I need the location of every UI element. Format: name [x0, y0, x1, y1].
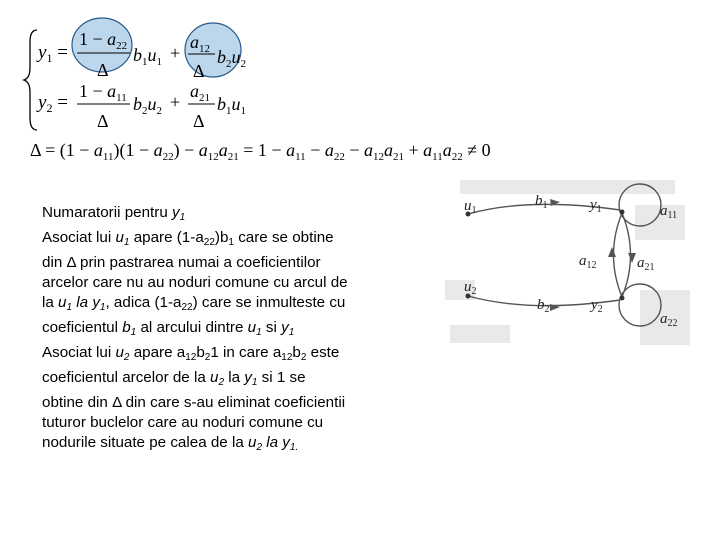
- text-subscript: 1: [99, 302, 106, 313]
- label-y1: $y_1$: [590, 197, 602, 215]
- text-line: [42, 318, 414, 343]
- text-run: nodurile situate pe calea de la: [42, 434, 249, 451]
- text-subscript: 2: [300, 352, 307, 363]
- text-subscript: 2: [204, 352, 211, 363]
- label-b1: $b_1$: [535, 193, 548, 211]
- text-run: Numaratorii pentru: [42, 204, 172, 221]
- text-run: b: [292, 344, 301, 361]
- system-brace: [24, 30, 37, 130]
- text-line: [42, 273, 414, 293]
- explanation-text: [42, 203, 414, 458]
- text-subscript: 1: [288, 327, 295, 338]
- text-run: la y: [262, 434, 290, 451]
- text-line: [42, 253, 414, 273]
- text-line: [42, 203, 414, 228]
- eq-y1-plus: +: [170, 43, 181, 63]
- eq-y2-num: $1 - a_{11}$: [79, 81, 127, 104]
- eq-y1-lhs: $y_1$ =: [38, 42, 68, 65]
- text-line: [42, 343, 414, 368]
- equation-system: [0, 0, 560, 175]
- label-a12: $a_{12}$: [579, 253, 597, 271]
- text-run: u: [115, 229, 124, 246]
- text-subscript: 2: [218, 377, 225, 388]
- eq-y2-num2: $a_{21}$: [190, 81, 210, 104]
- label-u2: $u_2$: [464, 279, 477, 297]
- eq-y2-den: Δ: [97, 111, 109, 131]
- text-run: b: [122, 319, 131, 336]
- arrow-a12: [608, 247, 616, 257]
- eq-y2-term2: $b_1u_1$: [217, 94, 246, 117]
- text-run: si: [261, 319, 282, 336]
- text-subscript: 1: [251, 377, 258, 388]
- text-run: u: [115, 344, 124, 361]
- text-run: y: [281, 319, 289, 336]
- text-subscript: 2: [123, 352, 130, 363]
- text-run: apare a: [129, 344, 186, 361]
- text-subscript: 1: [123, 237, 130, 248]
- eq-y1-num2: $a_{12}$: [190, 32, 210, 55]
- text-subscript: 1: [179, 212, 186, 223]
- text-subscript: 1: [66, 302, 73, 313]
- text-run: obtine din Δ din care s-au eliminat coeficientii: [42, 394, 346, 411]
- text-run: u: [247, 319, 257, 336]
- eq-y1-term1: $b_1u_1$: [133, 45, 162, 68]
- text-run: y: [172, 204, 180, 221]
- text-subscript: 1.: [289, 442, 299, 453]
- text-run: u: [248, 434, 257, 451]
- text-run: la y: [72, 294, 100, 311]
- text-run: ) care se inmulteste cu: [192, 294, 346, 311]
- text-run: arcelor care nu au noduri comune cu arcul de: [42, 274, 348, 291]
- text-run: y: [244, 369, 252, 386]
- label-a22: $a_{22}$: [660, 311, 678, 329]
- text-run: la: [224, 369, 245, 386]
- eq-y2-den2: Δ: [193, 111, 205, 131]
- text-subscript: 12: [281, 352, 293, 363]
- text-subscript: 1: [228, 237, 234, 248]
- label-a11: $a_{11}$: [660, 203, 678, 221]
- text-line: [42, 413, 414, 433]
- text-run: Asociat lui: [42, 229, 116, 246]
- signal-flow-graph: [440, 175, 690, 350]
- eq-y1-den2: Δ: [193, 61, 205, 81]
- text-subscript: 1: [130, 327, 137, 338]
- text-run: u: [58, 294, 67, 311]
- eq-y2-lhs: $y_2$ =: [38, 92, 68, 115]
- label-u1: $u_1$: [464, 198, 477, 216]
- text-run: la: [42, 294, 59, 311]
- eq-y1-den: Δ: [97, 60, 109, 80]
- arrow-a21: [628, 253, 636, 263]
- text-run: Asociat lui: [42, 344, 116, 361]
- eq-y1-term2: $b_2u_2$: [217, 47, 246, 70]
- text-run: este: [306, 344, 340, 361]
- text-subscript: 22: [181, 302, 193, 313]
- node-y2: [620, 296, 625, 301]
- text-run: , adica (1-a: [105, 294, 182, 311]
- text-run: si 1 se: [257, 369, 306, 386]
- node-y1: [620, 210, 625, 215]
- text-run: coeficientul: [42, 319, 123, 336]
- text-run: 1 in care a: [210, 344, 282, 361]
- text-line: [42, 433, 414, 458]
- text-run: care se obtine: [233, 229, 334, 246]
- eq-delta: $\Delta = (1 - a_{11})(1 - a_{22}) - a_{12}a_{21} = 1 - a_{11} - a_{22} - a_{12}a_{21} + a_{11}a_{22} \ne 0$: [30, 140, 491, 163]
- text-run: tuturor buclelor care au noduri comune cu: [42, 414, 324, 431]
- text-line: [42, 228, 414, 253]
- label-b2: $b_2$: [537, 297, 550, 315]
- eq-y2-plus: +: [170, 92, 181, 112]
- text-run: )b: [214, 229, 229, 246]
- eq-y2-term1: $b_2u_2$: [133, 94, 162, 117]
- text-line: [42, 293, 414, 318]
- text-run: coeficientul arcelor de la: [42, 369, 210, 386]
- label-a21: $a_{21}$: [637, 255, 655, 273]
- text-subscript: 12: [185, 352, 197, 363]
- text-run: apare (1-a: [129, 229, 204, 246]
- text-line: [42, 368, 414, 393]
- text-run: b: [196, 344, 205, 361]
- eq-y1-num: $1 - a_{22}$: [79, 29, 128, 52]
- text-run: din Δ prin pastrarea numai a coeficientilor: [42, 254, 321, 271]
- text-run: u: [210, 369, 219, 386]
- text-line: [42, 393, 414, 413]
- text-subscript: 22: [203, 237, 215, 248]
- text-subscript: 2: [256, 442, 263, 453]
- label-y2: $y_2$: [591, 297, 603, 315]
- text-subscript: 1: [256, 327, 262, 338]
- text-run: al arcului dintre: [136, 319, 248, 336]
